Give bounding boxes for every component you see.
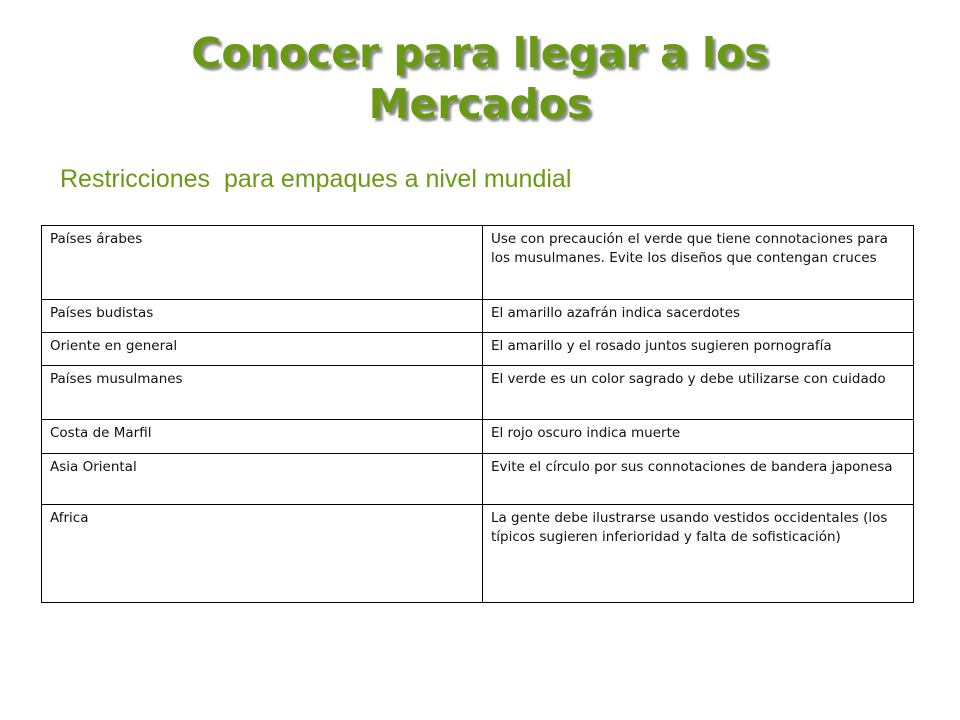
table-row bbox=[42, 454, 914, 505]
restriction-cell: El verde es un color sagrado y debe utilizarse con cuidado bbox=[482, 366, 913, 420]
restriction-cell: El amarillo azafrán indica sacerdotes bbox=[482, 300, 913, 333]
table-row bbox=[42, 333, 914, 366]
region-cell: Asia Oriental bbox=[42, 454, 483, 505]
restriction-cell: Evite el círculo por sus connotaciones de bandera japonesa bbox=[482, 454, 913, 505]
region-cell: Costa de Marfil bbox=[42, 420, 483, 454]
table-row bbox=[42, 366, 914, 420]
table-row bbox=[42, 505, 914, 603]
restriction-cell: Use con precaución el verde que tiene connotaciones para los musulmanes. Evite los diseños que contengan cruces bbox=[482, 226, 913, 300]
table-row bbox=[42, 420, 914, 454]
region-cell: Países musulmanes bbox=[42, 366, 483, 420]
slide-subtitle: Restricciones para empaques a nivel mundial bbox=[60, 165, 572, 193]
region-cell: Países árabes bbox=[42, 226, 483, 300]
region-cell: Oriente en general bbox=[42, 333, 483, 366]
region-cell: Africa bbox=[42, 505, 483, 603]
slide-title-line-2: Mercados bbox=[368, 80, 592, 128]
slide-title-line-1: Conocer para llegar a los bbox=[191, 29, 769, 77]
restrictions-table bbox=[41, 225, 914, 603]
slide-title bbox=[0, 28, 960, 130]
table-row bbox=[42, 226, 914, 300]
restriction-cell: La gente debe ilustrarse usando vestidos occidentales (los típicos sugieren inferioridad y falta de sofisticación) bbox=[482, 505, 913, 603]
restriction-cell: El amarillo y el rosado juntos sugieren pornografía bbox=[482, 333, 913, 366]
restriction-cell: El rojo oscuro indica muerte bbox=[482, 420, 913, 454]
region-cell: Países budistas bbox=[42, 300, 483, 333]
table-row bbox=[42, 300, 914, 333]
